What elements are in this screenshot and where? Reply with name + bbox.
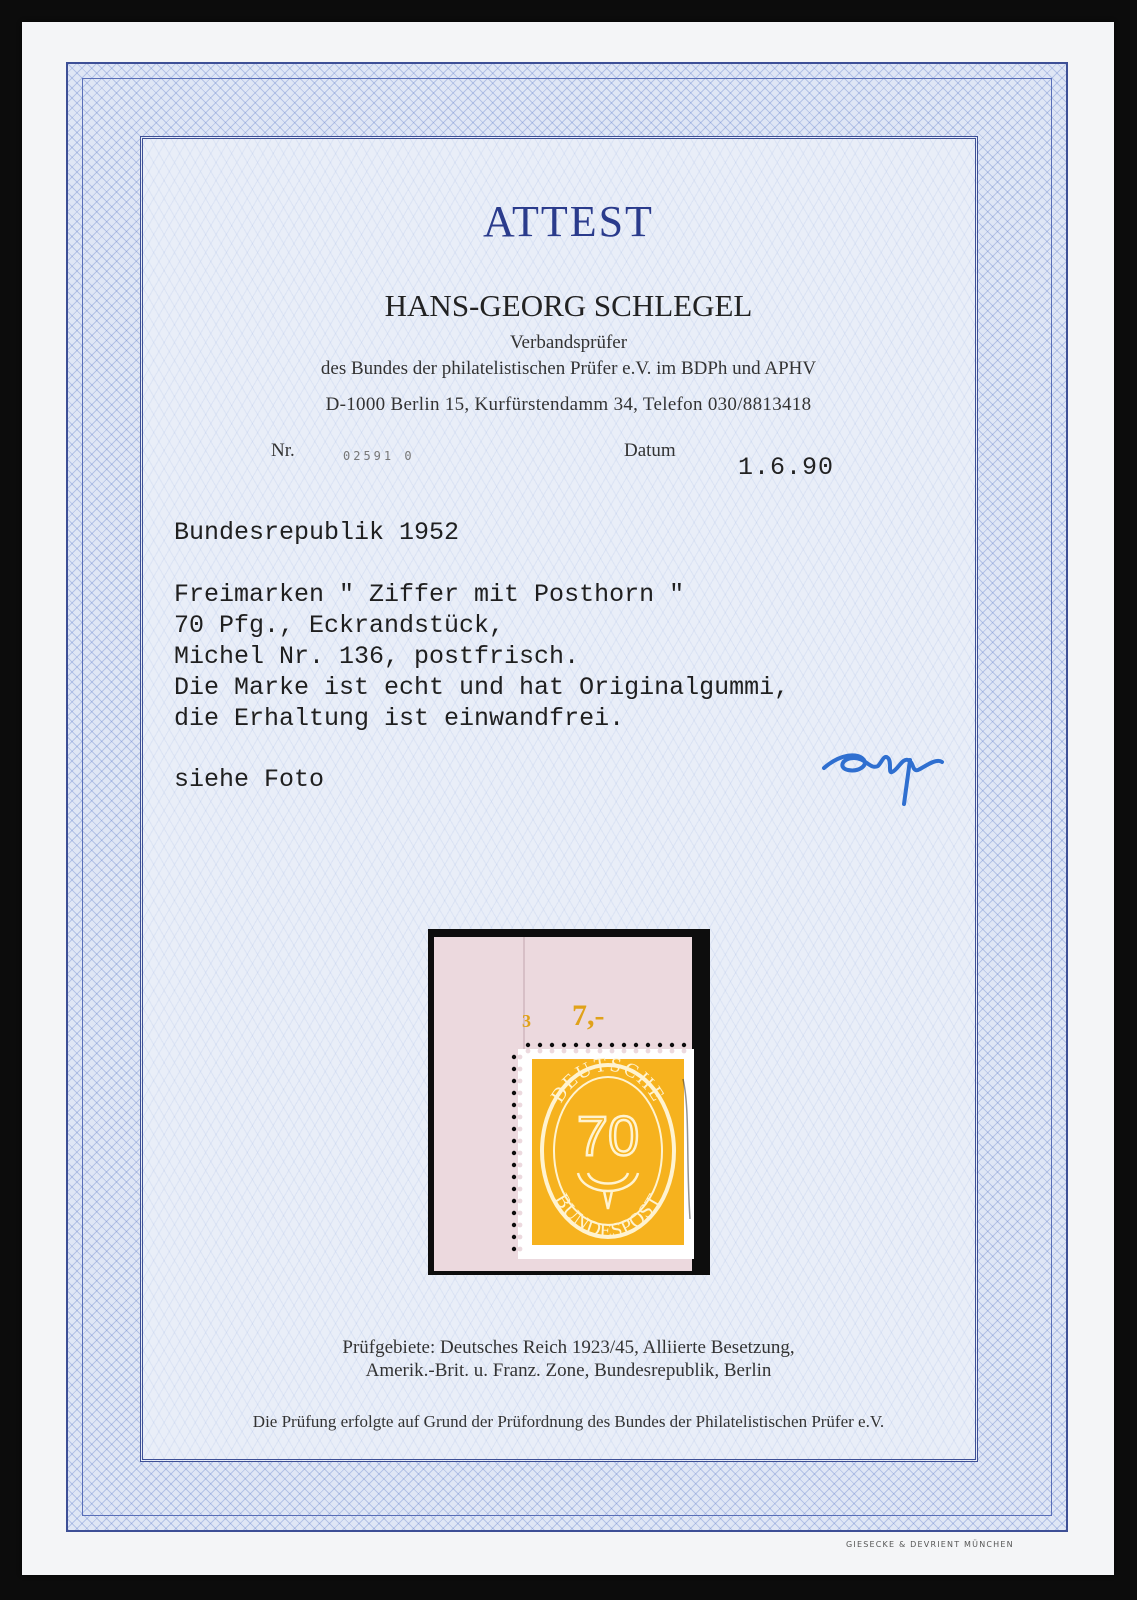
stamp-top-text: DEUTSCHE xyxy=(546,1053,670,1107)
catalog-line: Michel Nr. 136, postfrisch. xyxy=(174,642,580,671)
signature-icon xyxy=(818,744,958,808)
photo-reference: siehe Foto xyxy=(174,765,325,794)
certificate-number: 02591 0 xyxy=(343,449,415,463)
genuine-line: Die Marke ist echt und hat Originalgummi, xyxy=(174,673,790,702)
value-line: 70 Pfg., Eckrandstück, xyxy=(174,611,505,640)
certificate-number-label: Nr. xyxy=(271,440,295,461)
series-line: Freimarken " Ziffer mit Posthorn " xyxy=(174,580,685,609)
examiner-role: Verbandsprüfer xyxy=(509,332,628,353)
date-label: Datum xyxy=(624,440,676,461)
certificate-title: ATTEST xyxy=(483,197,654,246)
areas-line-2: Amerik.-Brit. u. Franz. Zone, Bundesrepublik, Berlin xyxy=(365,1360,772,1381)
stamp-bottom-text: BUNDESPOST xyxy=(550,1189,666,1243)
stamp-photo xyxy=(428,929,710,1275)
examination-basis: Die Prüfung erfolgte auf Grund der Prüfordnung des Bundes der Philatelistischen Prüfer e.V. xyxy=(252,1412,885,1431)
examiner-address: D-1000 Berlin 15, Kurfürstendamm 34, Telefon 030/8813418 xyxy=(325,394,812,415)
examiner-association: des Bundes der philatelistischen Prüfer e.V. im BDPh und APHV xyxy=(320,358,817,379)
stamp-denomination: 70 xyxy=(576,1104,640,1167)
areas-line-1: Prüfgebiete: Deutsches Reich 1923/45, Alliierte Besetzung, xyxy=(342,1337,795,1358)
margin-value: 7,- xyxy=(572,999,605,1032)
date-value: 1.6.90 xyxy=(738,453,835,482)
issue-line: Bundesrepublik 1952 xyxy=(174,518,460,547)
examiner-name: HANS-GEORG SCHLEGEL xyxy=(384,288,753,323)
condition-line: die Erhaltung ist einwandfrei. xyxy=(174,704,625,733)
margin-number: 3 xyxy=(522,1011,531,1031)
printer-imprint: GIESECKE & DEVRIENT MÜNCHEN xyxy=(846,1540,1014,1549)
